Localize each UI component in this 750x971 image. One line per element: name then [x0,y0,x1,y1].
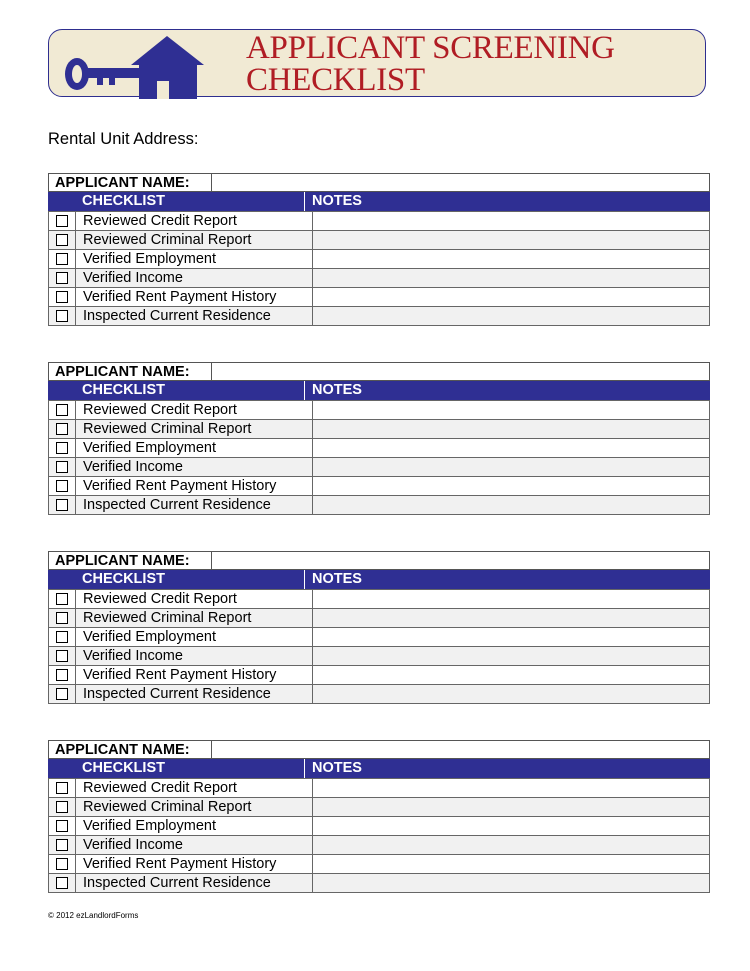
checklist-header-row [48,759,710,778]
table-row [49,307,710,326]
notes-cell[interactable] [313,779,710,798]
checklist-item-label: Verified Rent Payment History [76,477,313,496]
table-row [49,836,710,855]
notes-cell[interactable] [313,836,710,855]
copyright-footer: © 2012 ezLandlordForms [48,911,139,920]
checklist-item-label: Verified Rent Payment History [76,855,313,874]
checkbox[interactable] [56,782,68,794]
table-row [49,855,710,874]
table-row [49,401,710,420]
checkbox[interactable] [56,480,68,492]
checkbox[interactable] [56,839,68,851]
table-row [49,269,710,288]
checklist-table [48,211,710,326]
checkbox[interactable] [56,801,68,813]
checkbox[interactable] [56,253,68,265]
applicant-name-field[interactable] [211,363,709,380]
checkbox[interactable] [56,310,68,322]
checkbox[interactable] [56,234,68,246]
table-row [49,590,710,609]
checklist-column-header: CHECKLIST [82,193,165,209]
checklist-table [48,589,710,704]
notes-cell[interactable] [313,269,710,288]
notes-cell[interactable] [313,439,710,458]
checklist-item-label: Inspected Current Residence [76,307,313,326]
notes-cell[interactable] [313,307,710,326]
notes-cell[interactable] [313,231,710,250]
table-row [49,477,710,496]
notes-cell[interactable] [313,250,710,269]
applicant-name-field[interactable] [211,174,709,191]
notes-column-header: NOTES [312,571,362,587]
notes-cell[interactable] [313,609,710,628]
checkbox[interactable] [56,442,68,454]
checkbox[interactable] [56,272,68,284]
applicant-name-label: APPLICANT NAME: [55,553,190,569]
table-row [49,458,710,477]
notes-cell[interactable] [313,458,710,477]
checklist-item-label: Verified Income [76,458,313,477]
applicant-section-1 [48,173,710,326]
checklist-item-label: Verified Income [76,269,313,288]
notes-cell[interactable] [313,628,710,647]
checklist-item-label: Reviewed Credit Report [76,212,313,231]
notes-cell[interactable] [313,855,710,874]
checkbox[interactable] [56,461,68,473]
checklist-table [48,778,710,893]
applicant-section-3 [48,551,710,704]
checklist-item-label: Verified Employment [76,250,313,269]
table-row [49,250,710,269]
table-row [49,288,710,307]
applicant-name-field[interactable] [211,552,709,569]
checkbox[interactable] [56,499,68,511]
checklist-column-header: CHECKLIST [82,760,165,776]
applicant-name-label: APPLICANT NAME: [55,175,190,191]
checkbox[interactable] [56,593,68,605]
key-house-icon [61,35,211,99]
notes-column-header: NOTES [312,193,362,209]
checkbox[interactable] [56,215,68,227]
checklist-item-label: Verified Income [76,647,313,666]
applicant-name-label: APPLICANT NAME: [55,364,190,380]
notes-cell[interactable] [313,685,710,704]
notes-cell[interactable] [313,288,710,307]
rental-address-label: Rental Unit Address: [48,130,199,148]
checkbox[interactable] [56,612,68,624]
table-row [49,817,710,836]
notes-cell[interactable] [313,666,710,685]
title-line-1: APPLICANT SCREENING [246,30,615,66]
checklist-item-label: Reviewed Credit Report [76,401,313,420]
table-row [49,420,710,439]
checklist-item-label: Reviewed Criminal Report [76,609,313,628]
checklist-column-header: CHECKLIST [82,382,165,398]
checklist-item-label: Reviewed Credit Report [76,779,313,798]
checkbox[interactable] [56,858,68,870]
notes-column-header: NOTES [312,760,362,776]
checklist-item-label: Inspected Current Residence [76,874,313,893]
applicant-section-2 [48,362,710,515]
table-row [49,779,710,798]
checkbox[interactable] [56,669,68,681]
checklist-item-label: Inspected Current Residence [76,496,313,515]
title-line-2: CHECKLIST [246,62,425,98]
checklist-header-row [48,381,710,400]
checklist-item-label: Verified Income [76,836,313,855]
checklist-table [48,400,710,515]
checkbox[interactable] [56,650,68,662]
notes-cell[interactable] [313,817,710,836]
checklist-item-label: Verified Employment [76,439,313,458]
table-row [49,496,710,515]
table-row [49,666,710,685]
checklist-column-header: CHECKLIST [82,571,165,587]
notes-column-header: NOTES [312,382,362,398]
checkbox[interactable] [56,820,68,832]
checkbox[interactable] [56,688,68,700]
checklist-item-label: Verified Employment [76,817,313,836]
applicant-name-row [48,173,710,192]
notes-cell[interactable] [313,798,710,817]
checkbox[interactable] [56,631,68,643]
table-row [49,798,710,817]
table-row [49,439,710,458]
notes-cell[interactable] [313,590,710,609]
applicant-name-label: APPLICANT NAME: [55,742,190,758]
checkbox[interactable] [56,404,68,416]
applicant-name-field[interactable] [211,741,709,758]
applicant-name-row [48,551,710,570]
notes-cell[interactable] [313,496,710,515]
applicant-name-row [48,740,710,759]
checklist-item-label: Reviewed Criminal Report [76,798,313,817]
applicant-section-4 [48,740,710,893]
checklist-item-label: Verified Rent Payment History [76,288,313,307]
checklist-item-label: Verified Employment [76,628,313,647]
checkbox[interactable] [56,877,68,889]
table-row [49,685,710,704]
checklist-item-label: Reviewed Criminal Report [76,420,313,439]
checklist-header-row [48,570,710,589]
applicant-name-row [48,362,710,381]
notes-cell[interactable] [313,647,710,666]
checkbox[interactable] [56,423,68,435]
checklist-item-label: Inspected Current Residence [76,685,313,704]
checklist-item-label: Verified Rent Payment History [76,666,313,685]
notes-cell[interactable] [313,212,710,231]
header-banner [48,29,706,97]
checklist-item-label: Reviewed Credit Report [76,590,313,609]
checklist-header-row [48,192,710,211]
checkbox[interactable] [56,291,68,303]
notes-cell[interactable] [313,477,710,496]
page-title [246,32,615,96]
checklist-item-label: Reviewed Criminal Report [76,231,313,250]
table-row [49,212,710,231]
table-row [49,231,710,250]
table-row [49,609,710,628]
notes-cell[interactable] [313,420,710,439]
table-row [49,874,710,893]
notes-cell[interactable] [313,401,710,420]
table-row [49,628,710,647]
table-row [49,647,710,666]
notes-cell[interactable] [313,874,710,893]
